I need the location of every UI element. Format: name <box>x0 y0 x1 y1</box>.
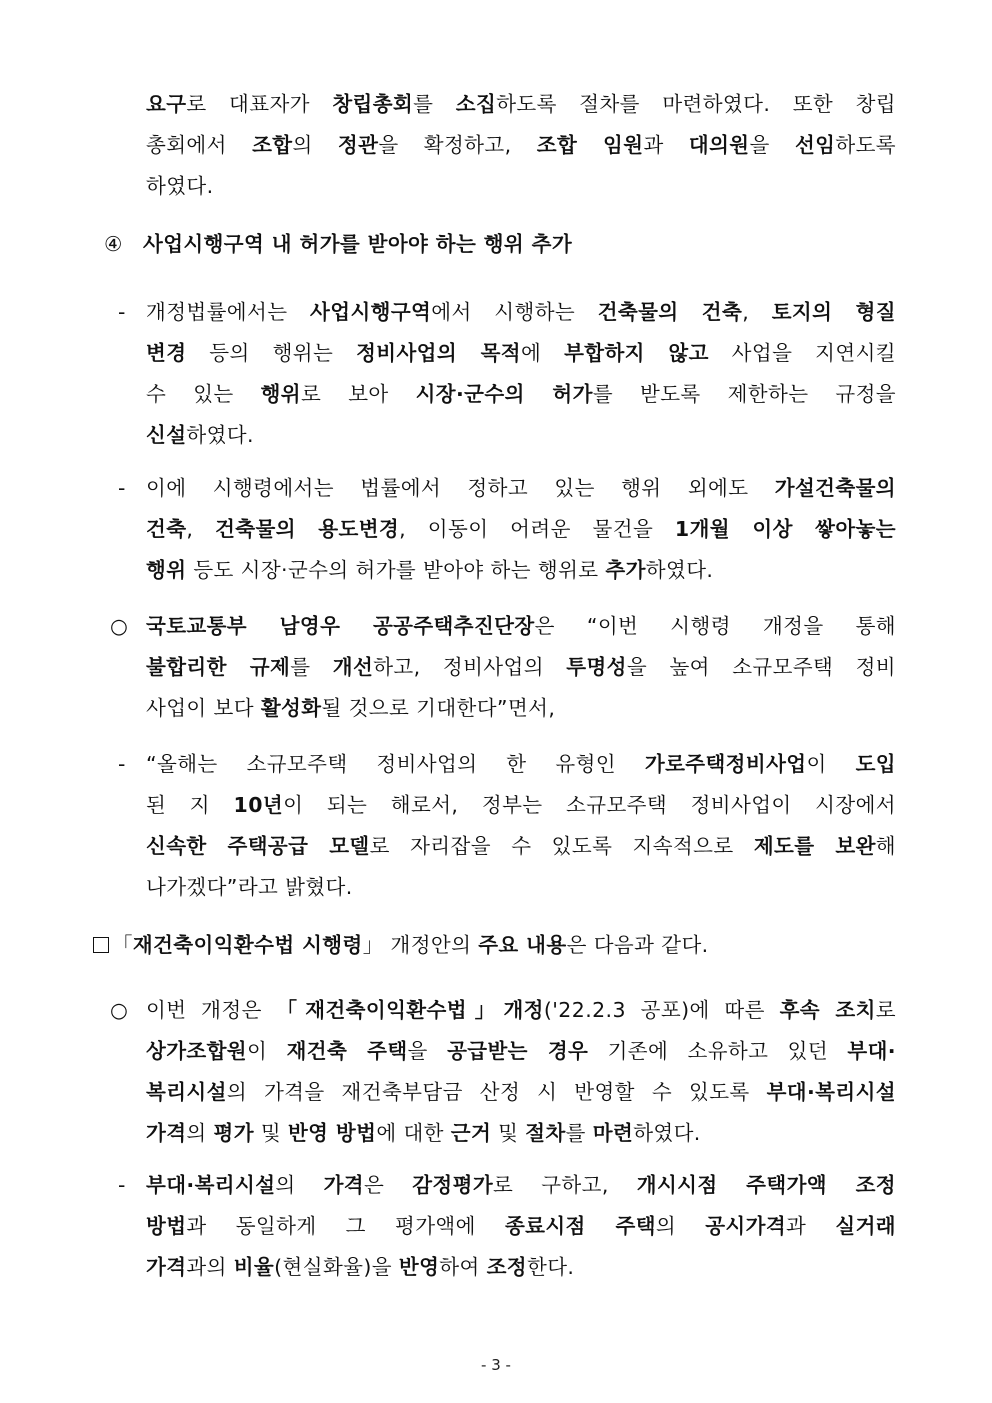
text-run: (현실화율)을 <box>274 1255 399 1279</box>
text-run: 과 동일하게 그 평가액에 <box>186 1214 505 1238</box>
text-run: 을 높여 소규모주택 정비 <box>626 655 897 679</box>
bold-text: 토지의 형질 <box>771 300 896 324</box>
text-run: 과 <box>643 133 689 157</box>
text-run: 하도록 절차를 마련하였다. 또한 창립 <box>496 92 896 116</box>
text-run: 」 개정안의 <box>362 933 479 957</box>
bold-text: 방법 <box>146 1214 187 1238</box>
bold-text: 투명성 <box>566 655 627 679</box>
bold-text: 개선 <box>332 655 374 679</box>
text-run: 나가겠다”라고 밝혔다. <box>146 875 353 899</box>
bold-text: 부대·복리시설 <box>146 1173 276 1197</box>
bold-text: 근거 <box>450 1121 492 1145</box>
text-line <box>146 1072 896 1113</box>
text-run: 등도 시장·군수의 허가를 받아야 하는 행위로 <box>186 558 606 582</box>
subheading-permit-activities <box>143 224 572 265</box>
bold-text: 건축 <box>146 517 187 541</box>
text-run: 과 <box>786 1214 836 1238</box>
text-line <box>146 647 896 688</box>
bold-text: 반영 방법 <box>287 1121 377 1145</box>
text-line <box>112 933 709 957</box>
bold-text: 마련 <box>592 1121 634 1145</box>
text-run: 의 <box>655 1214 706 1238</box>
text-run: ('22.2.3 공포)에 따른 <box>543 998 780 1022</box>
text-run: 은 <box>364 1173 413 1197</box>
bold-text: 10년 <box>233 793 284 817</box>
circled-number-marker: ④ <box>104 232 123 256</box>
text-run: 한다. <box>527 1255 575 1279</box>
text-run: 이번 개정은 <box>146 998 277 1022</box>
text-run: 에 <box>520 341 565 365</box>
text-run: 를 받도록 제한하는 규정을 <box>592 382 896 406</box>
text-run: 의 가격을 재건축부담금 산정 시 반영할 수 있도록 <box>226 1080 767 1104</box>
text-run: 하였다. <box>645 558 714 582</box>
bold-text: 종료시점 주택 <box>504 1214 656 1238</box>
bold-text: 정관 <box>337 133 379 157</box>
bold-text: 1개월 이상 쌓아놓는 <box>674 517 896 541</box>
bold-text: 주요 내용 <box>478 933 567 957</box>
text-run: “올해는 소규모주택 정비사업의 한 유형인 <box>146 752 645 776</box>
bold-text: 신속한 주택공급 모델 <box>146 834 370 858</box>
paragraph-facility-pricing <box>146 1165 896 1288</box>
text-run: 등의 행위는 <box>186 341 357 365</box>
text-line <box>146 1113 896 1154</box>
bold-text: 선임 <box>794 133 836 157</box>
text-line <box>146 785 896 826</box>
text-run: 이 <box>247 1039 287 1063</box>
text-run: 사업을 지연시킬 <box>708 341 896 365</box>
text-line <box>146 1206 896 1247</box>
dash-marker: - <box>118 752 126 776</box>
bold-text: 국토교통부 남영우 공공주택추진단장 <box>146 614 535 638</box>
bold-text: 공시가격 <box>705 1214 787 1238</box>
bold-text: 건축물의 용도변경 <box>215 517 400 541</box>
text-line <box>146 606 896 647</box>
bold-text: 창립총회 <box>332 92 414 116</box>
text-run: 의 <box>186 1121 214 1145</box>
text-run: 개정법률에서는 <box>146 300 311 324</box>
bold-text: 재건축 주택 <box>286 1039 408 1063</box>
bold-text: 비율 <box>233 1255 275 1279</box>
bold-text: 도입 <box>855 752 896 776</box>
dash-marker: - <box>118 300 126 324</box>
text-line <box>146 550 896 591</box>
bold-text: 제도를 보완 <box>753 834 876 858</box>
text-run: 의 <box>275 1173 324 1197</box>
bold-text: 가격 <box>323 1173 365 1197</box>
circle-bullet-marker: ○ <box>110 614 128 638</box>
text-run: 하였다. <box>146 174 214 198</box>
text-run: 의 <box>292 133 338 157</box>
text-run: 를 <box>413 92 456 116</box>
text-run: 은 “이번 시행령 개정을 통해 <box>534 614 896 638</box>
text-run: 을 확정하고, <box>378 133 537 157</box>
text-run: 및 <box>491 1121 526 1145</box>
paragraph-reconstruction-amendment <box>146 990 896 1154</box>
bold-text: 개시시점 주택가액 조정 <box>636 1173 897 1197</box>
text-run: 하였다. <box>186 423 254 447</box>
page-number: - 3 - <box>481 1356 511 1374</box>
bold-text: 평가 <box>213 1121 254 1145</box>
bold-text: 추가 <box>605 558 646 582</box>
text-line <box>146 990 896 1031</box>
section-heading <box>93 925 709 966</box>
text-run: 수 있는 <box>146 382 261 406</box>
circle-bullet-marker: ○ <box>110 998 128 1022</box>
bold-text: 행위 <box>146 558 187 582</box>
bold-text: 가로주택정비사업 <box>644 752 807 776</box>
text-run: 은 다음과 같다. <box>566 933 709 957</box>
text-run: 로 <box>875 998 896 1022</box>
bold-text: 행위 <box>260 382 301 406</box>
bold-text: 반영 <box>398 1255 440 1279</box>
text-run: 을 <box>407 1039 448 1063</box>
text-line <box>146 468 896 509</box>
text-run: 하도록 <box>835 133 896 157</box>
text-run: 해 <box>875 834 896 858</box>
bold-text: 정비사업의 목적 <box>356 341 521 365</box>
text-run: , <box>742 300 772 324</box>
bold-text: 활성화 <box>260 696 322 720</box>
text-line <box>146 1165 896 1206</box>
text-run: 기존에 소유하고 있던 <box>588 1039 848 1063</box>
text-line <box>146 125 896 166</box>
bold-text: 요구 <box>146 92 187 116</box>
text-run: 에 대한 <box>376 1121 451 1145</box>
bold-text: 사업시행구역 내 허가를 받아야 하는 행위 추가 <box>143 232 573 256</box>
bold-text: 가격 <box>146 1121 187 1145</box>
bold-text: 대의원 <box>688 133 750 157</box>
dash-marker: - <box>118 1173 126 1197</box>
checkbox-square-icon <box>93 937 109 953</box>
bold-text: 불합리한 규제 <box>146 655 291 679</box>
text-run: , 이동이 어려운 물건을 <box>399 517 675 541</box>
text-run: 로 대표자가 <box>186 92 333 116</box>
bold-text: 시장·군수의 허가 <box>415 382 593 406</box>
text-line <box>146 166 896 207</box>
text-run: 로 보아 <box>301 382 416 406</box>
bold-text: 신설 <box>146 423 187 447</box>
bold-text: 실거래 <box>835 1214 896 1238</box>
text-line <box>146 1247 896 1288</box>
text-run: 사업이 보다 <box>146 696 261 720</box>
text-run: 될 것으로 기대한다”면서, <box>321 696 556 720</box>
text-run: 총회에서 <box>146 133 253 157</box>
paragraph-amended-law <box>146 292 896 456</box>
bold-text: 소집 <box>455 92 497 116</box>
text-run: 를 <box>565 1121 593 1145</box>
text-line <box>146 84 896 125</box>
text-run: 을 <box>749 133 795 157</box>
bold-text: 후속 조치 <box>779 998 876 1022</box>
bold-text: 부대·복리시설 <box>766 1080 896 1104</box>
text-line <box>146 688 896 729</box>
text-run: 이 <box>806 752 856 776</box>
text-line <box>146 744 896 785</box>
bold-text: 감정평가 <box>412 1173 494 1197</box>
paragraph-enforcement-decree <box>146 468 896 591</box>
text-line <box>146 867 896 908</box>
text-line <box>146 333 896 374</box>
text-line <box>146 826 896 867</box>
bold-text: 공급받는 경우 <box>447 1039 589 1063</box>
text-run: 로 구하고, <box>493 1173 637 1197</box>
text-line <box>146 292 896 333</box>
bold-text: 조합 <box>252 133 293 157</box>
text-run: 에서 시행하는 <box>431 300 598 324</box>
bold-text: 상가조합원 <box>146 1039 248 1063</box>
paragraph-official-quote <box>146 606 896 729</box>
bold-text: 복리시설 <box>146 1080 227 1104</box>
text-run: 하여 <box>439 1255 487 1279</box>
text-run: 로 자리잡을 수 있도록 지속적으로 <box>369 834 754 858</box>
text-run: 과의 <box>186 1255 234 1279</box>
text-line <box>146 374 896 415</box>
text-run: 를 <box>290 655 333 679</box>
text-run: 「 <box>112 933 133 957</box>
paragraph-founding-assembly <box>146 84 896 207</box>
bold-text: 조합 임원 <box>536 133 644 157</box>
paragraph-quote-continued <box>146 744 896 908</box>
text-line <box>146 415 896 456</box>
bold-text: 부대· <box>847 1039 896 1063</box>
text-line <box>146 1031 896 1072</box>
text-run: 및 <box>253 1121 288 1145</box>
bold-text: 절차 <box>525 1121 566 1145</box>
bold-text: 부합하지 않고 <box>564 341 709 365</box>
bold-text: 건축물의 건축 <box>597 300 743 324</box>
bold-text: 조정 <box>486 1255 528 1279</box>
text-run: 된 지 <box>146 793 234 817</box>
text-run: 이에 시행령에서는 법률에서 정하고 있는 행위 외에도 <box>146 476 775 500</box>
text-run: 이 되는 해로서, 정부는 소규모주택 정비사업이 시장에서 <box>283 793 896 817</box>
dash-marker: - <box>118 476 126 500</box>
text-run: , <box>186 517 216 541</box>
text-run: 하고, 정비사업의 <box>373 655 567 679</box>
bold-text: 사업시행구역 <box>310 300 432 324</box>
text-line <box>143 232 572 256</box>
bold-text: 가격 <box>146 1255 187 1279</box>
text-line <box>146 509 896 550</box>
bold-text: 재건축이익환수법 시행령 <box>132 933 363 957</box>
bold-text: 가설건축물의 <box>774 476 896 500</box>
bold-text: 「재건축이익환수법」개정 <box>276 998 544 1022</box>
text-run: 하였다. <box>633 1121 701 1145</box>
bold-text: 변경 <box>146 341 187 365</box>
